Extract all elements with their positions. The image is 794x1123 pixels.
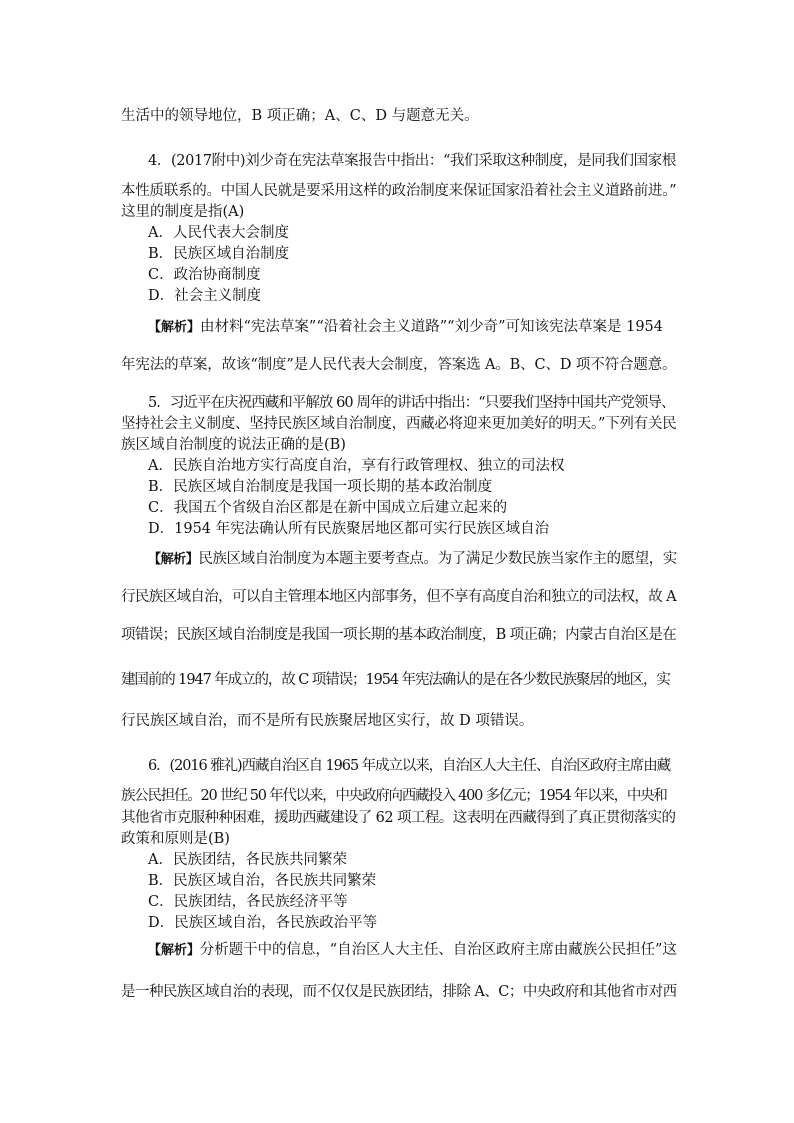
q5-analysis-line-3: 项错误；民族区域自治制度是我国一项长期的基本政治制度，B 项正确；内蒙古自治区是在 (121, 627, 677, 643)
q6-analysis-line-1 (148, 940, 677, 961)
q4-analysis-line-1 (148, 317, 677, 338)
q4-stem-line-1: 4．(2017附中)刘少奇在宪法草案报告中指出：“我们采取这种制度，是同我们国家根 (148, 153, 677, 169)
q4-stem-line-3: 这里的制度是指(A) (121, 204, 245, 220)
q4-option-b: B．民族区域自治制度 (148, 246, 290, 262)
q5-analysis-text-1: 民族区域自治制度为本题主要考查点。为了满足少数民族当家作主的愿望，实 (198, 551, 677, 567)
q5-option-d: D．1954 年宪法确认所有民族聚居地区都可实行民族区域自治 (148, 521, 550, 537)
q5-analysis-line-5: 行民族区域自治，而不是所有民族聚居地区实行，故 D 项错误。 (121, 713, 534, 729)
q4-analysis-text-1: 由材料“宪法草案”“沿着社会主义道路”“刘少奇”可知该宪法草案是 1954 (200, 319, 664, 335)
q6-stem-line-3: 其他省市克服种种困难，援助西藏建设了 62 项工程。这表明在西藏得到了真正贯彻落实的 (121, 810, 676, 826)
q6-option-c: C．民族团结，各民族经济平等 (148, 894, 348, 910)
analysis-tag: 【解析】 (148, 552, 199, 567)
q5-stem-line-2: 坚持社会主义制度、坚持民族区域自治制度，西藏必将迎来更加美好的明天。”下列有关民 (121, 416, 677, 432)
q6-analysis-text-1: 分析题干中的信息，“自治区人大主任、自治区政府主席由藏族公民担任”这 (199, 942, 677, 958)
q5-stem-line-3: 族区域自治制度的说法正确的是(B) (121, 437, 346, 453)
q6-analysis-line-2: 是一种民族区域自治的表现，而不仅仅是民族团结，排除 A、C；中央政府和其他省市对西 (121, 984, 677, 1000)
q5-analysis-line-2: 行民族区域自治，可以自主管理本地区内部事务，但不享有高度自治和独立的司法权，故 A (121, 589, 676, 605)
intro-line: 生活中的领导地位，B 项正确；A、C、D 与题意无关。 (121, 108, 479, 124)
q4-analysis-line-2: 年宪法的草案，故该“制度”是人民代表大会制度，答案选 A。B、C、D 项不符合题意。 (121, 357, 677, 373)
q4-stem-line-2: 本性质联系的。中国人民就是要采用这样的政治制度来保证国家沿着社会主义道路前进。” (121, 183, 677, 199)
analysis-tag: 【解析】 (148, 943, 200, 958)
q5-option-c: C．我国五个省级自治区都是在新中国成立后建立起来的 (148, 500, 508, 516)
q5-stem-line-1: 5．习近平在庆祝西藏和平解放 60 周年的讲话中指出：“只要我们坚持中国共产党领导、 (148, 395, 675, 411)
analysis-tag: 【解析】 (148, 320, 201, 335)
q6-option-b: B．民族区域自治，各民族共同繁荣 (148, 873, 377, 889)
q5-analysis-line-1 (148, 549, 677, 570)
q6-option-d: D．民族区域自治，各民族政治平等 (148, 915, 378, 931)
q5-analysis-line-4: 建国前的 1947 年成立的，故 C 项错误；1954 年宪法确认的是在各少数民族聚居的地区，实 (121, 672, 670, 688)
q4-option-d: D．社会主义制度 (148, 288, 262, 304)
q6-stem-line-1: 6．(2016 雅礼)西藏自治区自 1965 年成立以来，自治区人大主任、自治区政府主席由藏 (148, 758, 671, 774)
q4-option-a: A．人民代表大会制度 (148, 225, 289, 241)
q6-stem-line-2: 族公民担任。20 世纪 50 年代以来，中央政府向西藏投入 400 多亿元；1954 年以来，中央和 (121, 788, 667, 804)
q5-option-a: A．民族自治地方实行高度自治，享有行政管理权、独立的司法权 (148, 458, 565, 474)
q6-stem-line-4: 政策和原则是(B) (121, 831, 230, 847)
q4-option-c: C．政治协商制度 (148, 267, 261, 283)
q5-option-b: B．民族区域自治制度是我国一项长期的基本政治制度 (148, 479, 493, 495)
q6-option-a: A．民族团结，各民族共同繁荣 (148, 852, 347, 868)
